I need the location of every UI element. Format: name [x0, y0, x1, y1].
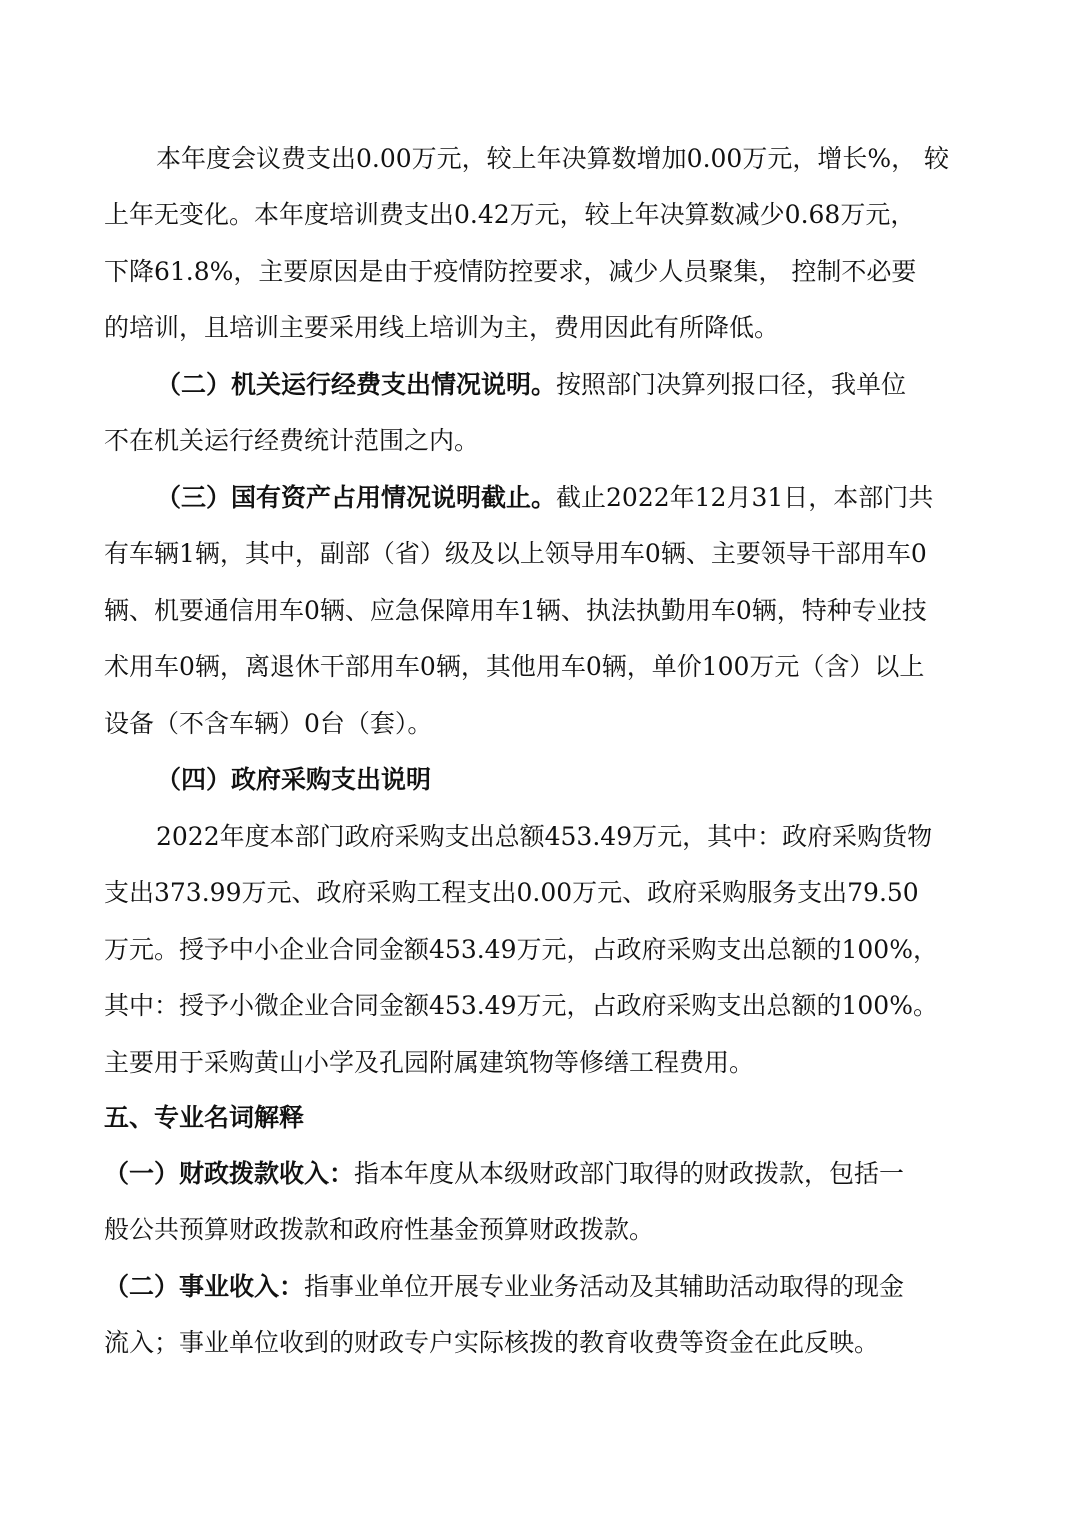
paragraph-line	[104, 934, 974, 966]
paragraph-line	[104, 1047, 974, 1079]
paragraph-line	[104, 312, 974, 344]
line-text: 的培训，且培训主要采用线上培训为主，费用因此有所降低。	[104, 313, 780, 342]
paragraph-line	[104, 595, 974, 627]
paragraph-line	[104, 877, 974, 909]
line-text: 下降61.8%，主要原因是由于疫情防控要求，减少人员聚集， 控制不必要	[104, 257, 917, 286]
section-heading: （四）政府采购支出说明	[156, 765, 432, 794]
line-text: 指事业单位开展专业业务活动及其辅助活动取得的现金	[304, 1272, 905, 1301]
line-text: 流入；事业单位收到的财政专户实际核拨的教育收费等资金在此反映。	[104, 1328, 880, 1357]
line-text: 按照部门决算列报口径，我单位	[556, 370, 907, 399]
line-text: 2022年度本部门政府采购支出总额453.49万元，其中：政府采购货物	[156, 822, 933, 851]
paragraph-line	[104, 1327, 974, 1359]
line-text: 般公共预算财政拨款和政府性基金预算财政拨款。	[104, 1215, 655, 1244]
paragraph-line	[104, 199, 974, 231]
line-text: 辆、机要通信用车0辆、应急保障用车1辆、执法执勤用车0辆，特种专业技	[104, 596, 927, 625]
term-heading: （一）财政拨款收入：	[104, 1159, 355, 1188]
line-text: 截止2022年12月31日，本部门共	[556, 483, 934, 512]
paragraph-line	[104, 1102, 974, 1134]
paragraph-line	[156, 369, 974, 401]
line-text: 本年度会议费支出0.00万元，较上年决算数增加0.00万元，增长%， 较	[156, 144, 950, 173]
paragraph-line	[104, 256, 974, 288]
line-text: 支出373.99万元、政府采购工程支出0.00万元、政府采购服务支出79.50	[104, 878, 919, 907]
line-text: 主要用于采购黄山小学及孔园附属建筑物等修缮工程费用。	[104, 1048, 755, 1077]
paragraph-line	[104, 425, 974, 457]
line-text: 指本年度从本级财政部门取得的财政拨款，包括一	[354, 1159, 905, 1188]
paragraph-line	[156, 821, 974, 853]
paragraph-line	[104, 708, 974, 740]
line-text: 其中：授予小微企业合同金额453.49万元，占政府采购支出总额的100%。	[104, 991, 938, 1020]
line-text: 有车辆1辆，其中，副部（省）级及以上领导用车0辆、主要领导干部用车0	[104, 539, 927, 568]
line-text: 万元。授予中小企业合同金额453.49万元，占政府采购支出总额的100%，	[104, 935, 938, 964]
paragraph-line	[104, 651, 974, 683]
line-text: 上年无变化。本年度培训费支出0.42万元，较上年决算数减少0.68万元，	[104, 200, 916, 229]
paragraph-line	[156, 482, 974, 514]
line-text: 术用车0辆，离退休干部用车0辆，其他用车0辆，单价100万元（含）以上	[104, 652, 925, 681]
line-text: 不在机关运行经费统计范围之内。	[104, 426, 480, 455]
section-heading: （三）国有资产占用情况说明截止。	[156, 483, 557, 512]
paragraph-line	[104, 1271, 974, 1303]
line-text: 设备（不含车辆）0台（套）。	[104, 709, 433, 738]
term-heading: （二）事业收入：	[104, 1272, 305, 1301]
chapter-heading: 五、专业名词解释	[104, 1103, 305, 1132]
paragraph-line	[104, 1158, 974, 1190]
paragraph-line	[104, 990, 974, 1022]
paragraph-line	[104, 1214, 974, 1246]
paragraph-line	[104, 538, 974, 570]
paragraph-line	[156, 143, 974, 175]
section-heading: （二）机关运行经费支出情况说明。	[156, 370, 557, 399]
paragraph-line	[156, 764, 974, 796]
